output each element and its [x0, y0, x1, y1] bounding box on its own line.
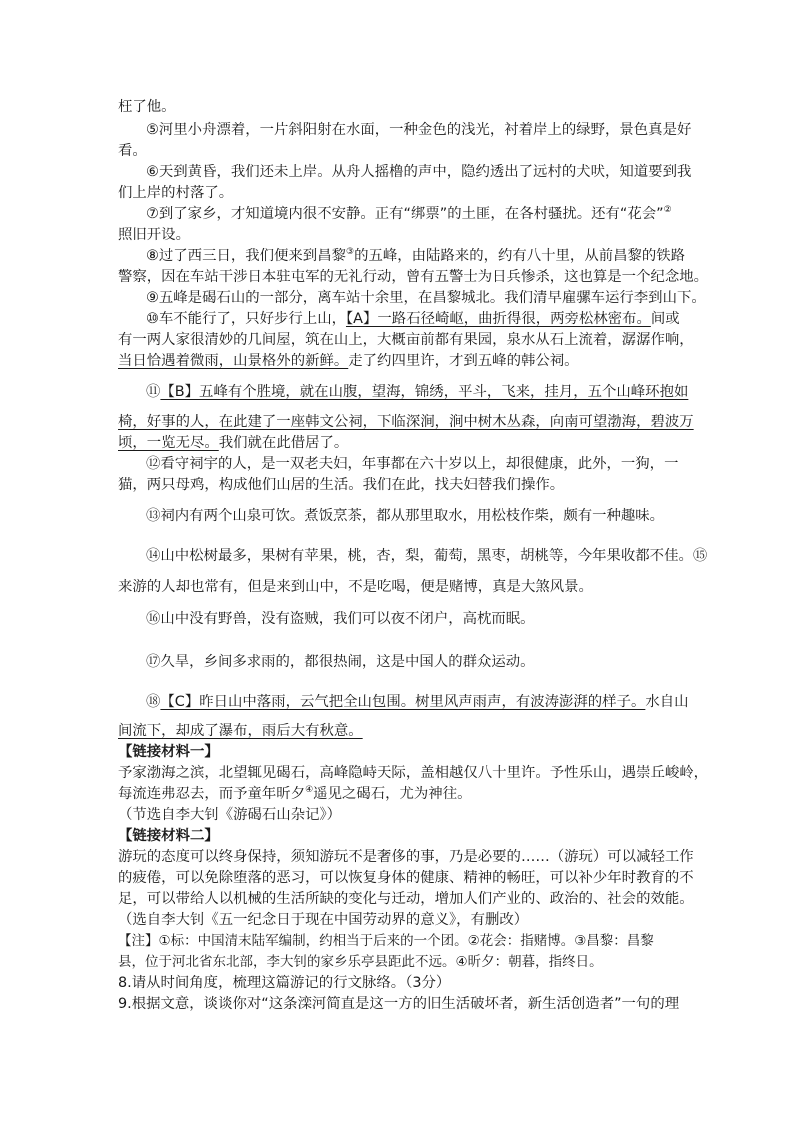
paragraph-18: ⑱【C】昨日山中落雨，云气把全山包围。树里风声雨声，有波涛澎湃的样子。水自山: [146, 694, 689, 710]
source-note-1: （节选自李大钊《游碣石山杂记》）: [118, 807, 342, 823]
text-line: 警察，因在车站干涉日本驻屯军的无礼行动，曾有五警士为日兵惨杀，这也算是一个纪念地。: [118, 269, 709, 285]
text-line: 予家渤海之滨，北望辄见碣石，高峰隐峙天际，盖相越仅八十里许。予性乐山，遇崇丘峻岭，: [118, 765, 709, 781]
text-line: 枉了他。: [118, 99, 176, 115]
paragraph-10: ⑩车不能行了，只好步行上山，【A】一路石径崎岖，曲折得很，两旁松林密布。间或: [146, 311, 680, 327]
text-line: 当日恰遇着微雨，山景格外的新鲜。走了约四里许，才到五峰的韩公祠。: [118, 353, 579, 369]
paragraph-15: 来游的人却也常有，但是来到山中，不是吃喝，便是赌博，真是大煞风景。: [118, 579, 593, 595]
notes: 【注】①标：中国清末陆军编制，约相当于后来的一个团。②花会：指赌博。③昌黎：昌黎: [118, 933, 654, 949]
paragraph-11: ⑪【B】五峰有个胜境，就在山腹，望海，锦绣，平斗，飞来，挂月，五个山峰环抱如: [146, 384, 689, 400]
question-9: 9.根据文意，谈谈你对“这条滦河简直是这一方的旧生活破坏者，新生活创造者”一句的理: [118, 996, 680, 1012]
underlined-text: 椅，好事的人，在此建了一座韩文公祠，下临深涧，涧中树木丛森，向南可望渤海，碧波万: [118, 414, 694, 430]
text-line: 足，可以带给人以机械的生活所缺的变化与迁动，增加人们产业的、政治的、社会的效能。: [118, 891, 694, 907]
underlined-passage-b: 【B】五峰有个胜境，就在山腹，望海，锦绣，平斗，飞来，挂月，五个山峰环抱如: [160, 384, 689, 400]
paragraph-13: ⑬祠内有两个山泉可饮。煮饭烹茶，都从那里取水，用松枝作柴，颇有一种趣味。: [146, 508, 665, 524]
underlined-text: 顷，一览无尽。: [118, 435, 219, 451]
text-line: 的疲倦，可以免除堕落的恶习，可以恢复身体的健康、精神的畅旺，可以补少年时教育的不: [118, 870, 694, 886]
paragraph-8: ⑧过了西三日，我们便来到昌黎③的五峰，由陆路来的，约有八十里，从前昌黎的铁路: [146, 247, 686, 264]
paragraph-9: ⑨五峰是碣石山的一部分，离车站十余里，在昌黎城北。我们清早雇骡车运行李到山下。: [146, 290, 706, 306]
text-line: 有一两人家很清妙的几间屋，筑在山上，大概亩前都有果园，泉水从石上流着，潺潺作响，: [118, 332, 694, 348]
paragraph-6: ⑥天到黄昏，我们还未上岸。从舟人摇橹的声中，隐约透出了远村的犬吠，知道要到我: [146, 164, 692, 180]
text-line: 顷，一览无尽。我们就在此借居了。: [118, 435, 349, 451]
text-line: [118, 721, 678, 741]
text-line: 县，位于河北省东北部，李大钊的家乡乐亭县距此不远。④昕夕：朝暮，指终日。: [118, 954, 603, 970]
underlined-text: 间流下，却成了瀑布，雨后大有秋意。: [118, 723, 363, 739]
underlined-passage-c: 【C】昨日山中落雨，云气把全山包围。树里风声雨声，有波涛澎湃的样子。: [160, 694, 646, 710]
link-material-2-heading: 【链接材料二】: [118, 828, 219, 844]
text-line: 照旧开设。: [118, 227, 190, 243]
underlined-text: 当日恰遇着微雨，山景格外的新鲜。: [118, 353, 349, 369]
footnote-mark: ②: [663, 205, 672, 216]
paragraph-17: ⑰久旱，乡间多求雨的，都很热闹，这是中国人的群众运动。: [146, 654, 535, 670]
paragraph-5: ⑤河里小舟漂着，一片斜阳射在水面，一种金色的浅光，衬着岸上的绿野，景色真是好: [146, 122, 692, 138]
paragraph-12: ⑫看守祠宇的人，是一双老夫妇，年事都在六十岁以上，却很健康，此外，一狗，一: [146, 456, 679, 472]
text-line: 每流连弗忍去，而予童年昕夕④遥见之碣石，尤为神往。: [118, 785, 472, 802]
footnote-mark: ③: [345, 247, 355, 258]
paragraph-14: ⑭山中松树最多，果树有苹果，桃，杏，梨，葡萄，黑枣，胡桃等，今年果收都不佳。⑮: [146, 548, 708, 564]
link-material-1-heading: 【链接材料一】: [118, 744, 219, 760]
text-line: 看。: [118, 143, 147, 159]
text-line: 们上岸的村落了。: [118, 185, 234, 201]
source-note-2: （选自李大钊《五一纪念日于现在中国劳动界的意义》，有删改）: [118, 912, 529, 928]
footnote-mark: ④: [305, 785, 314, 796]
question-8: 8.请从时间角度，梳理这篇游记的行文脉络。（3分）: [118, 975, 451, 991]
paragraph-16: ⑯山中没有野兽，没有盗贼，我们可以夜不闭户，高枕而眠。: [146, 611, 535, 627]
text-line: [118, 412, 694, 432]
text-line: 游玩的态度可以终身保持，须知游玩不是奢侈的事，乃是必要的……（游玩）可以减轻工作: [118, 849, 694, 865]
underlined-passage-a: 【A】一路石径崎岖，曲折得很，两旁松林密布。: [345, 311, 651, 327]
paragraph-7: ⑦到了家乡，才知道境内很不安静。正有“绑票”的土匪，在各村骚扰。还有“花会”②: [146, 205, 672, 222]
text-line: 猫，两只母鸡，构成他们山居的生活。我们在此，找夫妇替我们操作。: [118, 477, 565, 493]
